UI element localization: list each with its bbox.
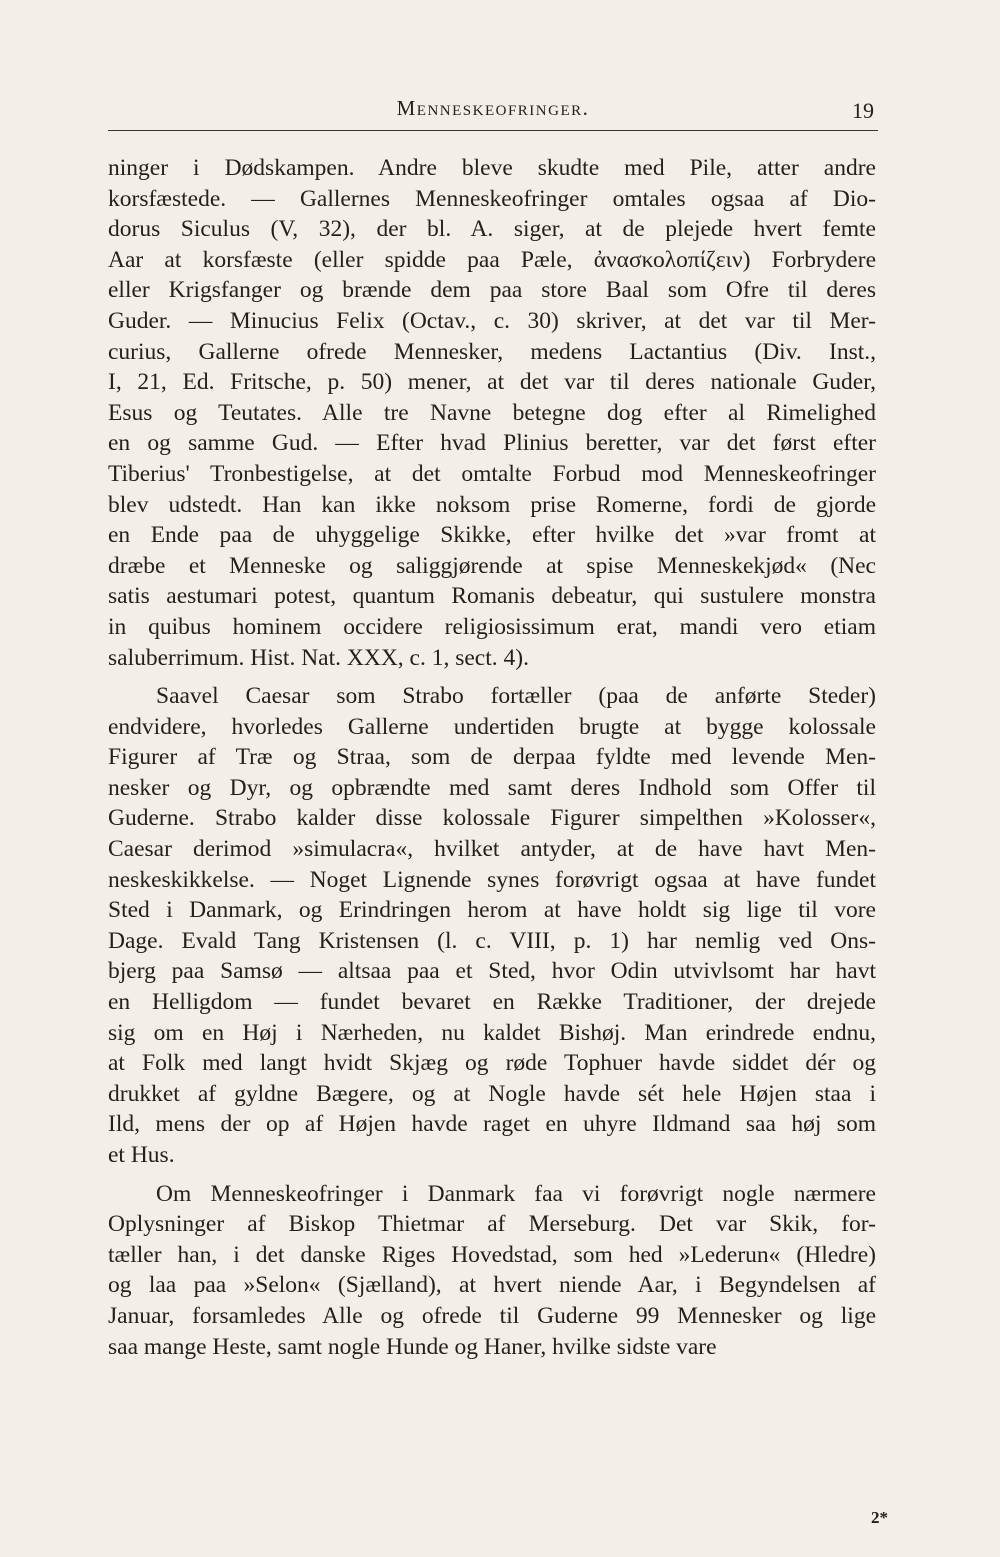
text-line: in quibus hominem occidere religiosissimum erat, mandi vero etiam bbox=[108, 613, 876, 640]
text-line: I, 21, Ed. Fritsche, p. 50) mener, at det var til deres nationale Guder, bbox=[108, 369, 876, 396]
text-line: eller Krigsfanger og brænde dem paa store Baal som Ofre til deres bbox=[108, 277, 876, 304]
text-line: Esus og Teutates. Alle tre Navne betegne dog efter al Rimelighed bbox=[108, 399, 876, 426]
text-line: Ild, mens der op af Højen havde raget en uhyre Ildmand saa høj som bbox=[108, 1111, 876, 1138]
text-line: dræbe et Menneske og saliggjørende at spise Menneskekjød« (Nec bbox=[108, 552, 876, 579]
paragraph bbox=[108, 1179, 876, 1363]
text-line: Figurer af Træ og Straa, som de derpaa fyldte med levende Men- bbox=[108, 744, 876, 771]
text-line: at Folk med langt hvidt Skjæg og røde Tophuer havde siddet dér og bbox=[108, 1050, 876, 1077]
text-line: korsfæstede. — Gallernes Menneskeofringer omtales ogsaa af Dio- bbox=[108, 185, 876, 212]
paragraph bbox=[108, 153, 876, 673]
text-line: Tiberius' Tronbestigelse, at det omtalte Forbud mod Menneskeofringer bbox=[108, 460, 876, 487]
text-line: dorus Siculus (V, 32), der bl. A. siger, at de plejede hvert femte bbox=[108, 216, 876, 243]
text-line: en Helligdom — fundet bevaret en Række Traditioner, der drejede bbox=[108, 989, 876, 1016]
text-line: Januar, forsamledes Alle og ofrede til Guderne 99 Mennesker og lige bbox=[108, 1302, 876, 1329]
text-line: ninger i Dødskampen. Andre bleve skudte med Pile, atter andre bbox=[108, 155, 876, 181]
text-line: blev udstedt. Han kan ikke noksom prise Romerne, fordi de gjorde bbox=[108, 491, 876, 518]
page-number: 19 bbox=[852, 98, 874, 123]
text-line: Oplysninger af Biskop Thietmar af Merseburg. Det var Skik, for- bbox=[108, 1211, 876, 1238]
text-line: Aar at korsfæste (eller spidde paa Pæle, ἀνασκολοπίζειν) Forbrydere bbox=[108, 246, 876, 273]
text-line: satis aestumari potest, quantum Romanis debeatur, qui sustulere monstra bbox=[108, 583, 876, 610]
text-line: sig om en Høj i Nærheden, nu kaldet Bishøj. Man erindrede endnu, bbox=[108, 1019, 876, 1046]
text-line: og laa paa »Selon« (Sjælland), at hvert niende Aar, i Begyndelsen af bbox=[108, 1272, 876, 1299]
running-title: Menneskeofringer. bbox=[396, 96, 590, 120]
text-line: saa mange Heste, samt nogle Hunde og Haner, hvilke sidste vare bbox=[108, 1333, 717, 1360]
text-line: Guderne. Strabo kalder disse kolossale Figurer simpelthen »Kolosser«, bbox=[108, 805, 876, 832]
text-line: Om Menneskeofringer i Danmark faa vi forøvrigt nogle nærmere bbox=[156, 1180, 876, 1207]
page-header bbox=[108, 96, 878, 130]
text-line: drukket af gyldne Bægere, og at Nogle havde sét hele Højen staa i bbox=[108, 1080, 876, 1107]
text-line: saluberrimum. Hist. Nat. XXX, c. 1, sect. 4). bbox=[108, 644, 529, 671]
header-rule bbox=[108, 130, 878, 131]
text-line: endvidere, hvorledes Gallerne undertiden brugte at bygge kolossale bbox=[108, 713, 876, 740]
text-line: et Hus. bbox=[108, 1142, 175, 1168]
text-line: Dage. Evald Tang Kristensen (l. c. VIII, p. 1) har nemlig ved Ons- bbox=[108, 927, 876, 954]
text-line: neskeskikkelse. — Noget Lignende synes forøvrigt ogsaa at have fundet bbox=[108, 866, 876, 893]
text-line: Guder. — Minucius Felix (Octav., c. 30) skriver, at det var til Mer- bbox=[108, 307, 876, 334]
paragraph bbox=[108, 681, 876, 1171]
text-line: tæller han, i det danske Riges Hovedstad, som hed »Lederun« (Hledre) bbox=[108, 1241, 876, 1268]
text-line: en og samme Gud. — Efter hvad Plinius beretter, var det først efter bbox=[108, 430, 876, 457]
text-line: bjerg paa Samsø — altsaa paa et Sted, hvor Odin utvivlsomt har havt bbox=[108, 958, 876, 985]
text-line: en Ende paa de uhyggelige Skikke, efter hvilke det »var fromt at bbox=[108, 522, 876, 549]
signature-mark: 2* bbox=[871, 1508, 888, 1527]
body-text bbox=[108, 153, 876, 1362]
text-line: Saavel Caesar som Strabo fortæller (paa de anførte Steder) bbox=[156, 683, 876, 710]
text-line: curius, Gallerne ofrede Mennesker, medens Lactantius (Div. Inst., bbox=[108, 338, 876, 365]
text-line: Sted i Danmark, og Erindringen herom at have holdt sig lige til vore bbox=[108, 897, 876, 924]
text-line: nesker og Dyr, og opbrændte med samt deres Indhold som Offer til bbox=[108, 774, 876, 801]
text-line: Caesar derimod »simulacra«, hvilket antyder, at de have havt Men- bbox=[108, 836, 876, 863]
